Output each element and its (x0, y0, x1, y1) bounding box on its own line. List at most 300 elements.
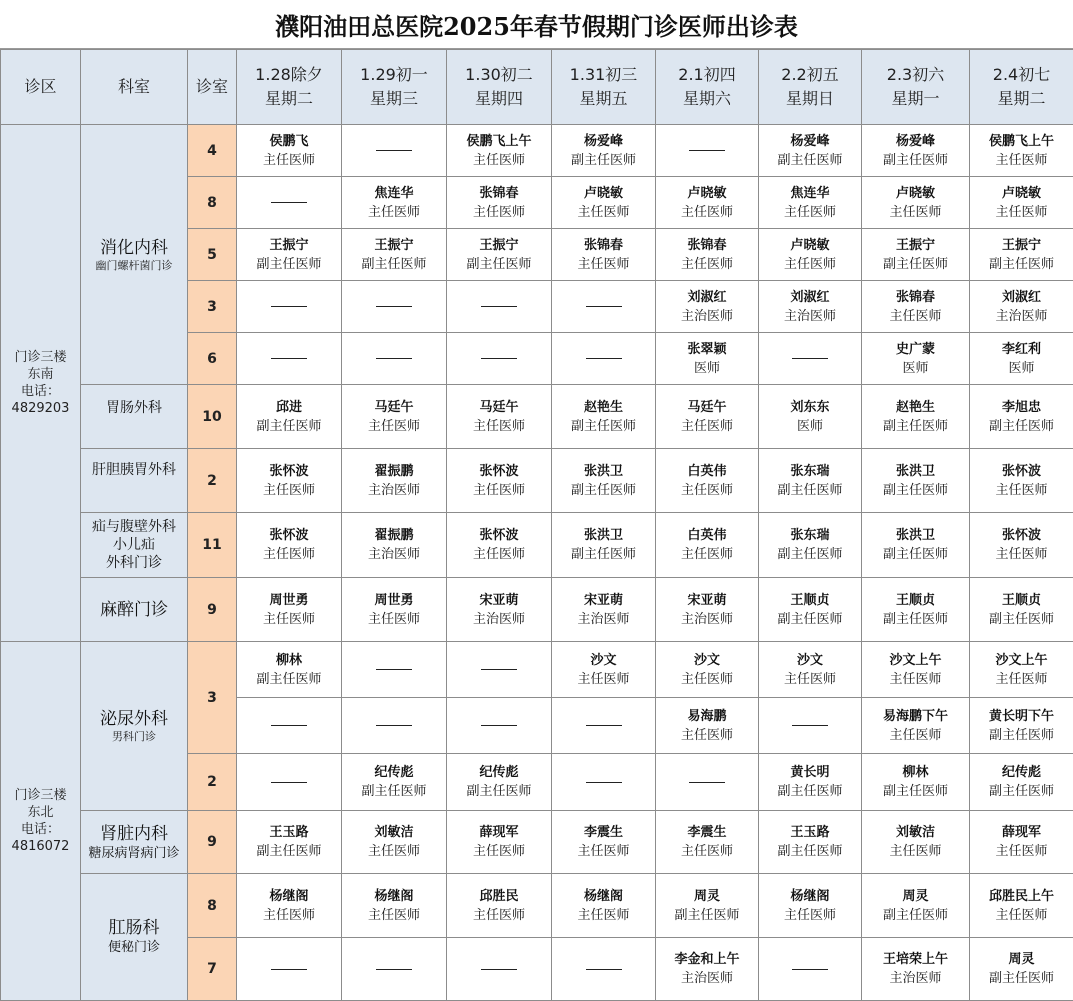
doctor-name: 卢晓敏 (584, 186, 623, 201)
room-number: 9 (188, 578, 237, 642)
empty-dash (792, 725, 828, 726)
table-row (1, 513, 1073, 578)
dept-sub: 幽门螺杆菌门诊 (81, 259, 187, 273)
schedule-cell (447, 385, 552, 449)
empty-dash (481, 725, 517, 726)
doctor-name: 邱胜民 (479, 889, 518, 904)
doctor-title: 副主任医师 (656, 906, 758, 925)
dept-anorectal (81, 874, 188, 1001)
schedule-cell (656, 281, 759, 333)
doctor-title: 主任医师 (656, 726, 758, 745)
doctor-name: 李震生 (584, 825, 623, 840)
dept-name: 肛肠科 (81, 917, 187, 939)
doctor-title: 副主任医师 (862, 151, 969, 170)
table-row (1, 125, 1073, 177)
doctor-name: 李旭忠 (1002, 400, 1041, 415)
room-number: 8 (188, 177, 237, 229)
dept-sub: 小儿疝 (81, 536, 187, 554)
schedule-cell (970, 642, 1073, 698)
empty-dash (376, 969, 412, 970)
schedule-cell (552, 281, 656, 333)
header-weekday: 星期六 (683, 89, 731, 108)
schedule-cell (656, 125, 759, 177)
schedule-cell (862, 229, 970, 281)
schedule-cell (656, 938, 759, 1001)
area-phone: 4829203 (12, 401, 70, 416)
schedule-cell (552, 449, 656, 513)
doctor-name: 纪传彪 (1002, 765, 1041, 780)
schedule-cell (862, 938, 970, 1001)
doctor-name: 侯鹏飞上午 (466, 134, 531, 149)
schedule-cell (759, 938, 862, 1001)
schedule-cell (970, 449, 1073, 513)
schedule-cell (342, 642, 447, 698)
doctor-title: 副主任医师 (970, 969, 1073, 988)
doctor-title: 副主任医师 (759, 782, 861, 801)
doctor-name: 张锦春 (479, 186, 518, 201)
empty-dash (481, 669, 517, 670)
doctor-name: 杨继阁 (790, 889, 829, 904)
area-sub: 东北 (27, 805, 53, 820)
schedule-cell (759, 811, 862, 874)
schedule-cell (862, 578, 970, 642)
empty-dash (481, 306, 517, 307)
room-number: 5 (188, 229, 237, 281)
dept-name: 肝胆胰胃外科 (81, 461, 187, 479)
doctor-title: 主任医师 (970, 151, 1073, 170)
room-number: 4 (188, 125, 237, 177)
doctor-name: 王顺贞 (790, 593, 829, 608)
schedule-cell (237, 333, 342, 385)
schedule-cell (552, 938, 656, 1001)
header-date-label: 1.30初二 (465, 65, 533, 84)
header-date (970, 50, 1073, 125)
schedule-cell (970, 698, 1073, 754)
doctor-name: 侯鹏飞上午 (989, 134, 1054, 149)
doctor-name: 张怀波 (1002, 528, 1041, 543)
doctor-name: 王振宁 (374, 238, 413, 253)
doctor-title: 主治医师 (759, 307, 861, 326)
schedule-cell (237, 513, 342, 578)
schedule-cell (447, 938, 552, 1001)
schedule-cell (970, 513, 1073, 578)
schedule-cell (552, 698, 656, 754)
header-weekday: 星期二 (265, 89, 313, 108)
doctor-title: 副主任医师 (237, 842, 341, 861)
schedule-cell (237, 938, 342, 1001)
schedule-cell (970, 229, 1073, 281)
doctor-title: 副主任医师 (552, 481, 655, 500)
schedule-cell (970, 754, 1073, 811)
doctor-title: 主任医师 (552, 670, 655, 689)
schedule-cell (237, 125, 342, 177)
doctor-title: 副主任医师 (759, 842, 861, 861)
dept-sub: 便秘门诊 (81, 939, 187, 957)
header-date (656, 50, 759, 125)
empty-dash (792, 358, 828, 359)
header-area: 诊区 (1, 50, 81, 125)
dept-name: 泌尿外科 (81, 708, 187, 730)
schedule-cell (342, 578, 447, 642)
doctor-name: 杨爱峰 (790, 134, 829, 149)
schedule-cell (237, 281, 342, 333)
doctor-name: 张锦春 (896, 290, 935, 305)
empty-dash (481, 969, 517, 970)
empty-dash (271, 358, 307, 359)
empty-dash (376, 150, 412, 151)
doctor-title: 副主任医师 (862, 481, 969, 500)
doctor-title: 主治医师 (342, 481, 446, 500)
schedule-cell (552, 333, 656, 385)
doctor-title: 副主任医师 (552, 151, 655, 170)
area-sub: 东南 (27, 367, 53, 382)
doctor-title: 主任医师 (237, 906, 341, 925)
schedule-cell (656, 385, 759, 449)
empty-dash (586, 969, 622, 970)
doctor-title: 医师 (759, 417, 861, 436)
doctor-name: 王振宁 (1002, 238, 1041, 253)
room-number: 2 (188, 449, 237, 513)
doctor-name: 赵艳生 (896, 400, 935, 415)
doctor-name: 张怀波 (269, 464, 308, 479)
doctor-name: 张锦春 (584, 238, 623, 253)
doctor-title: 主任医师 (862, 670, 969, 689)
schedule-cell (970, 938, 1073, 1001)
schedule-cell (862, 385, 970, 449)
doctor-title: 副主任医师 (237, 670, 341, 689)
table-row (1, 874, 1073, 938)
doctor-title: 主任医师 (862, 726, 969, 745)
schedule-cell (237, 811, 342, 874)
doctor-title: 主任医师 (237, 610, 341, 629)
doctor-title: 副主任医师 (862, 906, 969, 925)
doctor-title: 主任医师 (656, 203, 758, 222)
schedule-cell (759, 642, 862, 698)
doctor-name: 刘东东 (790, 400, 829, 415)
dept-sub2: 外科门诊 (81, 554, 187, 572)
schedule-cell (759, 698, 862, 754)
doctor-title: 副主任医师 (237, 417, 341, 436)
page-title: 濮阳油田总医院2025年春节假期门诊医师出诊表 (0, 0, 1073, 49)
doctor-name: 白英伟 (687, 464, 726, 479)
dept-name: 胃肠外科 (81, 399, 187, 417)
empty-dash (271, 306, 307, 307)
doctor-name: 黄长明下午 (989, 709, 1054, 724)
doctor-name: 王振宁 (479, 238, 518, 253)
doctor-title: 主任医师 (656, 255, 758, 274)
schedule-cell (759, 449, 862, 513)
dept-sub: 糖尿病肾病门诊 (81, 845, 187, 862)
schedule-cell (447, 811, 552, 874)
empty-dash (586, 358, 622, 359)
schedule-cell (862, 125, 970, 177)
doctor-name: 刘淑红 (687, 290, 726, 305)
schedule-cell (237, 385, 342, 449)
doctor-name: 邱胜民上午 (989, 889, 1054, 904)
doctor-name: 周灵 (694, 889, 720, 904)
doctor-name: 沙文上午 (889, 653, 941, 668)
doctor-name: 侯鹏飞 (269, 134, 308, 149)
schedule-cell (656, 874, 759, 938)
schedule-cell (862, 642, 970, 698)
header-weekday: 星期五 (579, 89, 627, 108)
doctor-title: 主治医师 (342, 545, 446, 564)
doctor-name: 杨爱峰 (896, 134, 935, 149)
area-southeast (1, 125, 81, 642)
header-weekday: 星期四 (475, 89, 523, 108)
doctor-title: 主任医师 (862, 307, 969, 326)
schedule-cell (447, 125, 552, 177)
schedule-cell (237, 229, 342, 281)
schedule-cell (759, 125, 862, 177)
schedule-cell (552, 811, 656, 874)
doctor-title: 副主任医师 (970, 726, 1073, 745)
empty-dash (376, 725, 412, 726)
doctor-title: 主治医师 (656, 610, 758, 629)
doctor-name: 张东瑞 (790, 464, 829, 479)
doctor-title: 主任医师 (759, 670, 861, 689)
schedule-cell (970, 811, 1073, 874)
schedule-cell (552, 874, 656, 938)
schedule-cell (759, 754, 862, 811)
schedule-cell (447, 578, 552, 642)
doctor-name: 邱进 (276, 400, 302, 415)
doctor-name: 赵艳生 (584, 400, 623, 415)
schedule-cell (342, 754, 447, 811)
schedule-cell (970, 281, 1073, 333)
doctor-name: 沙文上午 (995, 653, 1047, 668)
header-date (862, 50, 970, 125)
doctor-title: 医师 (970, 359, 1073, 378)
doctor-name: 张洪卫 (584, 464, 623, 479)
doctor-name: 周世勇 (269, 593, 308, 608)
header-date (237, 50, 342, 125)
schedule-cell (342, 874, 447, 938)
doctor-name: 杨爱峰 (584, 134, 623, 149)
header-date-label: 2.2初五 (781, 65, 838, 84)
room-number: 8 (188, 874, 237, 938)
doctor-name: 焦连华 (790, 186, 829, 201)
table-row (1, 811, 1073, 874)
doctor-title: 副主任医师 (862, 545, 969, 564)
doctor-title: 主任医师 (656, 842, 758, 861)
doctor-title: 副主任医师 (237, 255, 341, 274)
schedule-cell (552, 229, 656, 281)
doctor-name: 翟振鹏 (374, 464, 413, 479)
header-date (342, 50, 447, 125)
dept-name: 消化内科 (81, 237, 187, 259)
doctor-name: 沙文 (797, 653, 823, 668)
doctor-name: 张怀波 (269, 528, 308, 543)
doctor-name: 张怀波 (479, 528, 518, 543)
schedule-cell (656, 177, 759, 229)
schedule-cell (862, 754, 970, 811)
doctor-name: 马廷午 (374, 400, 413, 415)
schedule-cell (447, 874, 552, 938)
doctor-name: 黄长明 (790, 765, 829, 780)
doctor-title: 副主任医师 (970, 610, 1073, 629)
doctor-name: 张锦春 (687, 238, 726, 253)
doctor-name: 卢晓敏 (790, 238, 829, 253)
doctor-title: 主任医师 (447, 842, 551, 861)
schedule-table (0, 49, 1073, 1001)
empty-dash (376, 306, 412, 307)
schedule-cell (759, 578, 862, 642)
table-row (1, 449, 1073, 513)
doctor-title: 主任医师 (552, 906, 655, 925)
schedule-cell (970, 578, 1073, 642)
schedule-cell (759, 229, 862, 281)
dept-gastroenterology (81, 125, 188, 385)
doctor-name: 周世勇 (374, 593, 413, 608)
doctor-name: 张洪卫 (896, 464, 935, 479)
doctor-name: 刘敏洁 (896, 825, 935, 840)
doctor-title: 主任医师 (447, 545, 551, 564)
doctor-title: 主任医师 (447, 151, 551, 170)
schedule-cell (759, 513, 862, 578)
doctor-title: 主治医师 (862, 969, 969, 988)
dept-name: 疝与腹壁外科 (81, 518, 187, 536)
schedule-cell (447, 513, 552, 578)
schedule-cell (447, 642, 552, 698)
doctor-name: 焦连华 (374, 186, 413, 201)
doctor-name: 王玉路 (790, 825, 829, 840)
schedule-cell (970, 177, 1073, 229)
schedule-cell (237, 578, 342, 642)
doctor-title: 主任医师 (970, 906, 1073, 925)
schedule-cell (759, 177, 862, 229)
empty-dash (792, 969, 828, 970)
dept-anesthesia (81, 578, 188, 642)
doctor-name: 王顺贞 (896, 593, 935, 608)
schedule-cell (862, 333, 970, 385)
doctor-name: 李金和上午 (674, 952, 739, 967)
doctor-name: 翟振鹏 (374, 528, 413, 543)
area-name: 门诊三楼 (14, 350, 66, 365)
schedule-cell (552, 754, 656, 811)
schedule-cell (862, 698, 970, 754)
schedule-cell (862, 177, 970, 229)
doctor-title: 主任医师 (342, 842, 446, 861)
doctor-name: 刘敏洁 (374, 825, 413, 840)
doctor-title: 主任医师 (237, 481, 341, 500)
schedule-cell (656, 754, 759, 811)
doctor-name: 张洪卫 (896, 528, 935, 543)
doctor-title: 主任医师 (970, 670, 1073, 689)
doctor-title: 副主任医师 (447, 782, 551, 801)
schedule-cell (552, 578, 656, 642)
doctor-name: 纪传彪 (479, 765, 518, 780)
area-phone-label: 电话： (21, 384, 60, 399)
doctor-name: 卢晓敏 (1002, 186, 1041, 201)
dept-name: 肾脏内科 (81, 823, 187, 845)
doctor-title: 副主任医师 (552, 545, 655, 564)
header-weekday: 星期二 (997, 89, 1045, 108)
schedule-cell (552, 642, 656, 698)
doctor-name: 卢晓敏 (896, 186, 935, 201)
doctor-title: 副主任医师 (862, 417, 969, 436)
doctor-title: 副主任医师 (970, 255, 1073, 274)
doctor-name: 刘淑红 (790, 290, 829, 305)
doctor-title: 副主任医师 (862, 610, 969, 629)
header-date-label: 2.4初七 (993, 65, 1050, 84)
schedule-cell (759, 385, 862, 449)
room-number: 3 (188, 642, 237, 754)
doctor-name: 马廷午 (479, 400, 518, 415)
doctor-title: 主治医师 (656, 307, 758, 326)
doctor-title: 主治医师 (552, 610, 655, 629)
doctor-name: 杨继阁 (584, 889, 623, 904)
doctor-title: 医师 (862, 359, 969, 378)
schedule-cell (237, 874, 342, 938)
doctor-title: 主任医师 (447, 481, 551, 500)
doctor-title: 主任医师 (342, 610, 446, 629)
schedule-cell (759, 281, 862, 333)
schedule-cell (862, 449, 970, 513)
header-weekday: 星期日 (786, 89, 834, 108)
schedule-cell (342, 698, 447, 754)
doctor-title: 主任医师 (447, 906, 551, 925)
schedule-cell (656, 642, 759, 698)
schedule-cell (342, 333, 447, 385)
doctor-name: 易海鹏下午 (883, 709, 948, 724)
doctor-name: 张怀波 (1002, 464, 1041, 479)
empty-dash (689, 782, 725, 783)
doctor-title: 主任医师 (656, 545, 758, 564)
room-number: 10 (188, 385, 237, 449)
header-date-label: 2.1初四 (678, 65, 735, 84)
schedule-cell (970, 874, 1073, 938)
empty-dash (586, 725, 622, 726)
doctor-name: 王振宁 (896, 238, 935, 253)
doctor-title: 主任医师 (970, 481, 1073, 500)
schedule-cell (447, 449, 552, 513)
doctor-title: 主任医师 (656, 670, 758, 689)
doctor-title: 主任医师 (656, 481, 758, 500)
doctor-name: 张洪卫 (584, 528, 623, 543)
doctor-name: 白英伟 (687, 528, 726, 543)
doctor-name: 史广蒙 (896, 342, 935, 357)
doctor-title: 副主任医师 (862, 782, 969, 801)
doctor-name: 柳林 (902, 765, 928, 780)
header-row (1, 50, 1073, 125)
schedule-cell (862, 513, 970, 578)
schedule-cell (342, 125, 447, 177)
empty-dash (271, 725, 307, 726)
header-date (552, 50, 656, 125)
doctor-title: 主任医师 (970, 203, 1073, 222)
doctor-title: 副主任医师 (862, 255, 969, 274)
schedule-cell (237, 754, 342, 811)
header-date-label: 2.3初六 (887, 65, 944, 84)
doctor-title: 主任医师 (342, 906, 446, 925)
dept-hernia (81, 513, 188, 578)
dept-hepatobiliary (81, 449, 188, 513)
room-number: 11 (188, 513, 237, 578)
schedule-cell (552, 513, 656, 578)
doctor-title: 副主任医师 (342, 255, 446, 274)
doctor-title: 主任医师 (237, 545, 341, 564)
schedule-cell (237, 698, 342, 754)
doctor-name: 易海鹏 (687, 709, 726, 724)
schedule-cell (447, 333, 552, 385)
doctor-title: 主任医师 (759, 906, 861, 925)
doctor-name: 薛现军 (479, 825, 518, 840)
schedule-cell (656, 513, 759, 578)
doctor-name: 李红利 (1002, 342, 1041, 357)
doctor-title: 主治医师 (656, 969, 758, 988)
header-dept: 科室 (81, 50, 188, 125)
